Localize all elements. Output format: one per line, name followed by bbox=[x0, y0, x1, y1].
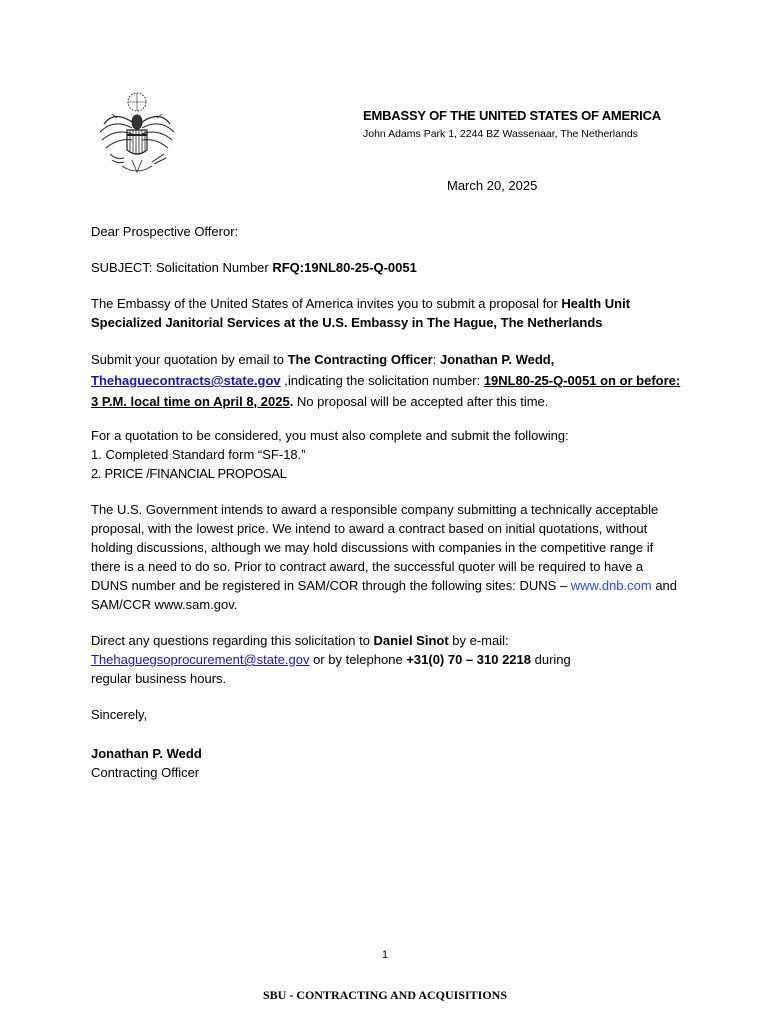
signer-title: Contracting Officer bbox=[91, 765, 200, 780]
submit-text: Submit your quotation by email to bbox=[91, 352, 288, 367]
questions-text: Direct any questions regarding this solicitation to bbox=[91, 633, 374, 648]
contracts-email-link[interactable]: Thehaguecontracts@state.gov bbox=[91, 373, 281, 388]
intro-paragraph bbox=[91, 294, 681, 332]
requirement-item-2: 2. PRICE /FINANCIAL PROPOSAL bbox=[91, 466, 287, 481]
officer-sep: : bbox=[432, 352, 440, 367]
deadline: 19NL80-25-Q-0051 on or before: 3 P.M. local time on April 8, 2025 bbox=[91, 373, 681, 409]
signature-name bbox=[91, 744, 681, 763]
phone-number: +31(0) 70 – 310 2218 bbox=[406, 652, 531, 667]
service-title: Health Unit Specialized Janitorial Services at the U.S. Embassy in The Hague, The Netherlands bbox=[91, 296, 631, 330]
salutation: Dear Prospective Offeror: bbox=[91, 224, 239, 239]
contact-name: Daniel Sinot bbox=[373, 633, 449, 648]
questions-text-2: by e-mail: bbox=[448, 633, 509, 648]
questions-text-4: during bbox=[531, 652, 571, 667]
award-paragraph bbox=[91, 500, 681, 614]
solicitation-number: RFQ:19NL80-25-Q-0051 bbox=[272, 260, 417, 275]
subject-label: SUBJECT: Solicitation Number bbox=[91, 260, 273, 275]
page-number: 1 bbox=[381, 949, 389, 961]
officer-label: The Contracting Officer bbox=[287, 352, 433, 367]
no-proposal-note: No proposal will be accepted after this time. bbox=[293, 394, 549, 409]
submit-text-2: ,indicating the solicitation number: bbox=[280, 373, 484, 388]
intro-text: The Embassy of the United States of America invites you to submit a proposal for bbox=[91, 296, 562, 311]
signer-name: Jonathan P. Wedd bbox=[91, 746, 202, 761]
dnb-link[interactable]: www.dnb.com bbox=[570, 578, 652, 593]
embassy-address: John Adams Park 1, 2244 BZ Wassenaar, The Netherlands bbox=[363, 128, 638, 140]
footer-department: SBU - CONTRACTING AND ACQUISITIONS bbox=[262, 988, 508, 1002]
award-tail: and SAM/CCR www.sam.gov. bbox=[91, 578, 678, 612]
questions-paragraph bbox=[91, 631, 681, 688]
requirements-intro: For a quotation to be considered, you must also complete and submit the following: bbox=[91, 428, 569, 443]
deadline-dot: . bbox=[289, 394, 294, 409]
embassy-name: EMBASSY OF THE UNITED STATES OF AMERICA bbox=[363, 108, 661, 123]
award-text: The U.S. Government intends to award a responsible company submitting a technically acceptable proposal, with the lowest price. We intend to award a contract based on initial quotations, without holding discussions, although we may hold discussions with companies in the competitive range if there is a need to do so. Prior to contract award, the successful quoter will be required to have a DUNS number and be registered in SAM/COR through the following sites: DUNS – bbox=[91, 502, 659, 593]
procurement-email-link[interactable]: Thehaguegsoprocurement@state.gov bbox=[91, 652, 310, 667]
business-hours: regular business hours. bbox=[91, 671, 227, 686]
subject-line bbox=[91, 258, 681, 277]
submit-paragraph bbox=[91, 349, 681, 412]
letter-body bbox=[91, 222, 681, 782]
letter-date: March 20, 2025 bbox=[447, 178, 538, 193]
us-great-seal-icon bbox=[92, 88, 182, 180]
officer-name: Jonathan P. Wedd, bbox=[439, 352, 555, 367]
letterhead bbox=[363, 108, 661, 140]
questions-text-3: or by telephone bbox=[309, 652, 407, 667]
closing: Sincerely, bbox=[91, 707, 148, 722]
requirement-item-1: 1. Completed Standard form “SF-18.” bbox=[91, 447, 306, 462]
